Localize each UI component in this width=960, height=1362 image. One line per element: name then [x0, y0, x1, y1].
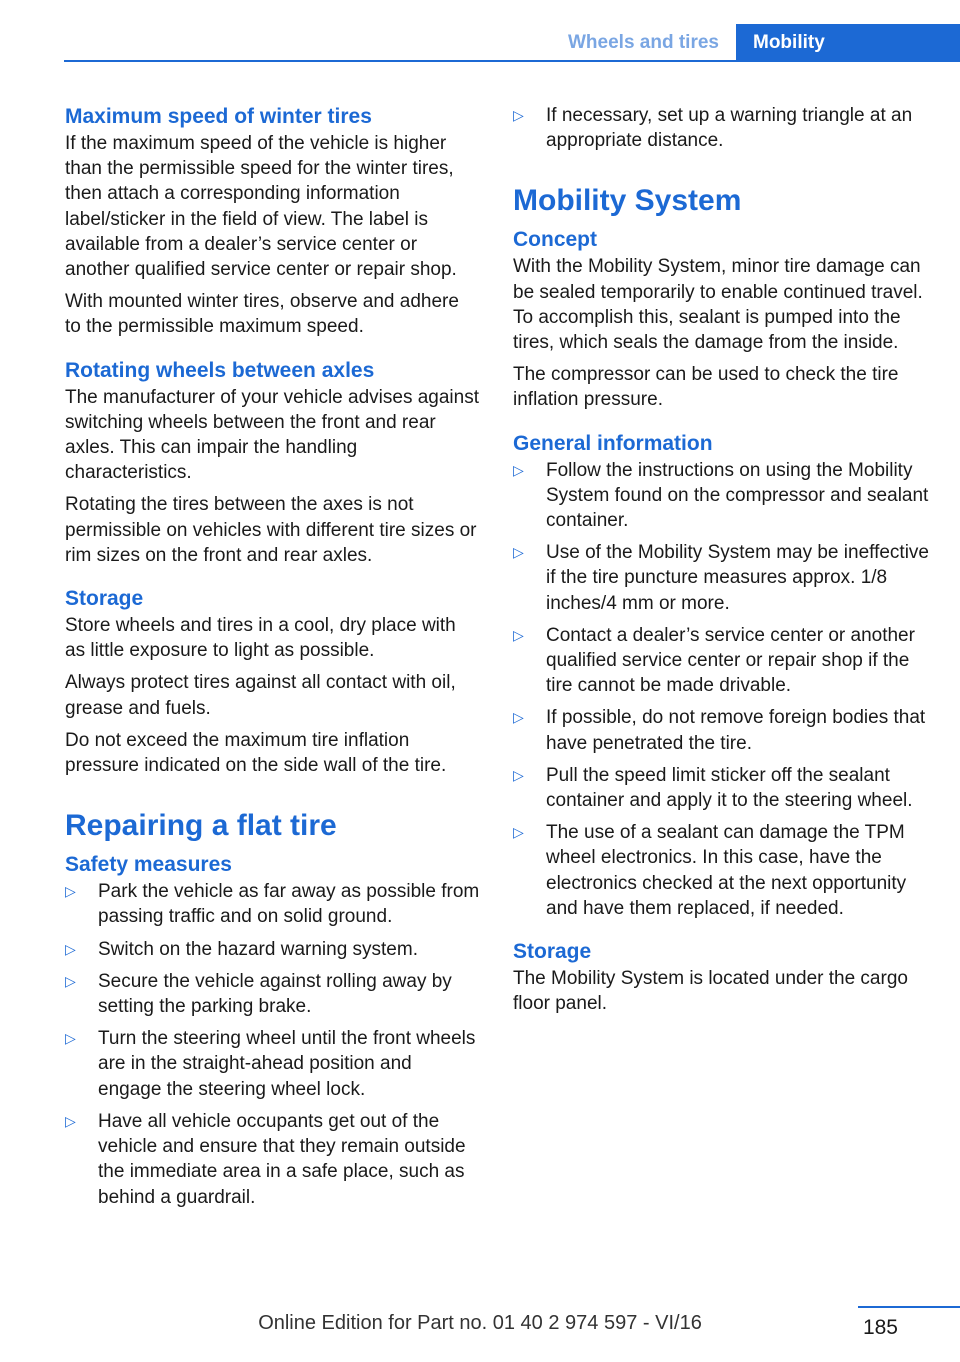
storage-paragraph-2: Always protect tires against all contact with oil, grease and fuels. — [65, 672, 456, 719]
list-item: ▷ Use of the Mobility System may be ineffective if the tire puncture measures approx. 1/8 inches/4 mm or more. — [513, 542, 929, 614]
rotating-wheels-paragraph-2: Rotating the tires between the axes is not permissible on vehicles with different tire sizes or rim sizes on the front and rear axles. — [65, 494, 477, 566]
winter-tires-paragraph-1: If the maximum speed of the vehicle is higher than the permissible speed for the winter tires, then attach a corresponding information label/sticker in the field of view. The label is available from a dealer’s service center or another qualified service center or repair shop. — [65, 133, 457, 281]
rotating-wheels-paragraph-1: The manufacturer of your vehicle advises against switching wheels between the front and rear axles. This can impair the handling characteristics. — [65, 386, 479, 484]
storage-paragraph-3: Do not exceed the maximum tire inflation pressure indicated on the side wall of the tire. — [65, 729, 447, 777]
list-item: ▷ Contact a dealer’s service center or another qualified service center or repair shop if the tire cannot be made drivable. — [513, 624, 915, 697]
list-item: ▷ If necessary, set up a warning triangle at an appropriate distance. — [513, 105, 913, 152]
storage-heading-left: Storage — [65, 587, 144, 611]
mobility-storage-paragraph: The Mobility System is located under the cargo floor panel. — [513, 968, 908, 1015]
page-number: 185 — [862, 1316, 898, 1339]
list-item: ▷ Follow the instructions on using the Mobility System found on the compressor and sealant container. — [513, 459, 929, 532]
triangle-bullet-icon: ▷ — [65, 1030, 76, 1047]
rotating-wheels-heading: Rotating wheels between axles — [65, 358, 375, 382]
winter-tires-paragraph-2: With mounted winter tires, observe and adhere to the permissible maximum speed. — [65, 291, 459, 338]
header-rule — [64, 60, 960, 62]
triangle-bullet-icon: ▷ — [513, 709, 524, 726]
triangle-bullet-icon: ▷ — [513, 461, 524, 478]
left-column — [65, 103, 480, 1210]
winter-tires-heading: Maximum speed of winter tires — [65, 105, 372, 128]
list-item: ▷ If possible, do not remove foreign bodies that have penetrated the tire. — [513, 707, 926, 754]
triangle-bullet-icon: ▷ — [513, 544, 524, 561]
storage-heading-right: Storage — [513, 940, 592, 964]
repairing-flat-tire-title: Repairing a flat tire — [65, 809, 337, 843]
mobility-system-title: Mobility System — [513, 184, 742, 218]
safety-measures-heading: Safety measures — [65, 853, 232, 877]
online-edition-footer: Online Edition for Part no. 01 40 2 974 597 - VI/16 — [258, 1312, 702, 1334]
triangle-bullet-icon: ▷ — [65, 883, 76, 900]
triangle-bullet-icon: ▷ — [513, 766, 524, 783]
storage-paragraph-1: Store wheels and tires in a cool, dry place with as little exposure to light as possible. — [65, 615, 456, 662]
list-item: ▷ Turn the steering wheel until the front wheels are in the straight-ahead position and engage the steering wheel lock. — [65, 1028, 476, 1100]
triangle-bullet-icon: ▷ — [65, 940, 76, 957]
triangle-bullet-icon: ▷ — [513, 107, 524, 123]
safety-measures-list — [65, 879, 480, 1209]
header-section-tab: Wheels and tires — [568, 32, 719, 53]
general-information-heading: General information — [513, 431, 713, 455]
list-item: ▷ The use of a sealant can damage the TPM wheel electronics. In this case, have the electronics checked at the next opportunity and have them replaced, if needed. — [513, 822, 907, 919]
general-information-list — [513, 458, 933, 921]
right-column — [513, 103, 933, 1016]
concept-heading: Concept — [513, 228, 597, 252]
footer-rule — [858, 1306, 960, 1308]
safety-measures-list-continued — [513, 103, 933, 153]
triangle-bullet-icon: ▷ — [513, 626, 524, 643]
list-item: ▷ Pull the speed limit sticker off the sealant container and apply it to the steering wheel. — [513, 764, 913, 812]
concept-paragraph-2: The compressor can be used to check the tire inflation pressure. — [513, 364, 899, 411]
triangle-bullet-icon: ▷ — [513, 824, 524, 841]
triangle-bullet-icon: ▷ — [65, 972, 76, 989]
list-item: ▷ Switch on the hazard warning system. — [65, 937, 480, 962]
list-item: ▷ Park the vehicle as far away as possible from passing traffic and on solid ground. — [65, 881, 480, 928]
list-item: ▷ Have all vehicle occupants get out of the vehicle and ensure that they remain outside the immediate area in a safe place, such as behind a guardrail. — [65, 1110, 466, 1208]
triangle-bullet-icon: ▷ — [65, 1112, 76, 1129]
list-item: ▷ Secure the vehicle against rolling away by setting the parking brake. — [65, 970, 452, 1018]
header-chapter-tab: Mobility — [736, 24, 960, 62]
concept-paragraph-1: With the Mobility System, minor tire damage can be sealed temporarily to enable continued travel. To accomplish this, sealant is pumped into the tires, which seals the damage from the inside. — [513, 256, 923, 354]
